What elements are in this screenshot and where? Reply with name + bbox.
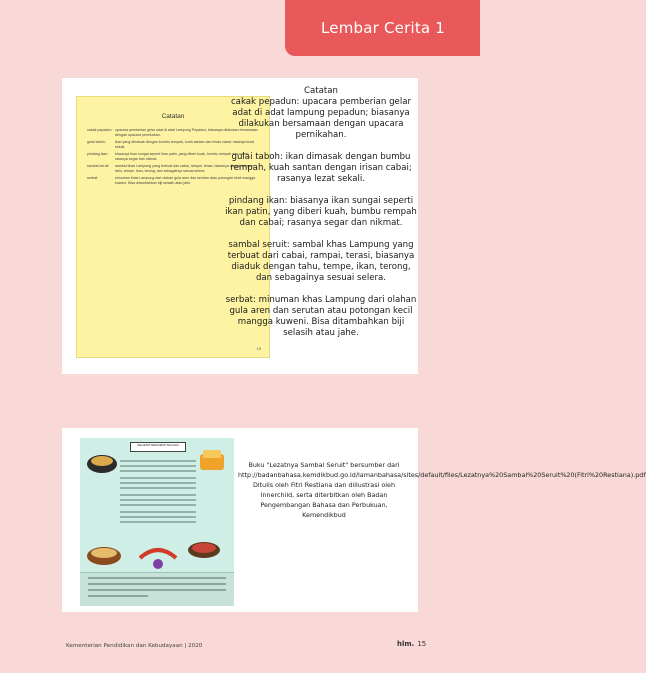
glossary-entry: serbat: minuman khas Lampung dari olahan gula aren dan serutan atau potongan kecil mangga kuweni. Bisa ditambahkan biji selasih atau jahe. [87,176,256,185]
note-paragraph: gulai taboh: ikan dimasak dengan bumbu rempah, kuah santan dengan irisan cabai; rasanya lezat sekali. [230,152,412,184]
note-paragraph: cakak pepadun: upacara pemberian gelar adat di adat lampung pepadun; biasanya dilakukan bersamaan dengan upacara pernikahan. [230,97,412,140]
footer-page-value: 15 [417,640,427,648]
book-reference-text: Buku "Lezatnya Sambal Seruit" bersumber dari http://badanbahasa.kemdikbud.go.id/lamanbahasa/sites/default/files/Lezatnya%20Sambal%20Seruit%20(Fitri%20Restiana).pdf Ditulis oleh Fitri Restiana dan diilustrasi oleh Innerchild, serta diterbitkan oleh Badan Pengembangan Bahasa dan Perbukuan, Kemendikbud [238,461,646,519]
footer-publisher: Kementerian Pendidikan dan Kebudayaan | 2020 [66,643,203,649]
glossary-page-number: 15 [256,346,261,351]
book-cover-image [80,438,234,606]
book-cover-label: SELAMAT MENIKMATI BACAAN [130,442,186,452]
book-cover-footer [80,572,234,606]
reference-card [62,428,646,612]
note-paragraph: sambal seruit: sambal khas Lampung yang terbuat dari cabai, rampai, terasi, biasanya diaduk dengan tahu, tempe, ikan, terong, dan sebagainya sesuai selera. [227,240,415,283]
glossary-entry: gulai taboh: ikan yang dimasak dengan bumbu rempah, kuah santan dan irisan cabai; rasanya lezat sekali. [87,140,255,149]
footer-page-number [397,640,426,648]
note-text [224,86,418,350]
note-paragraph: serbat: minuman khas Lampung dari olahan gula aren dan serutan atau potongan kecil mangga kuweni. Bisa ditambahkan biji selasih atau jahe. [225,295,417,338]
glossary-entry: sambal seruit: sambal khas Lampung yang terbuat dari cabai, rampai, terasi, biasanya diaduk dengan tahu, tempe, ikan, terong, dan sebagainya sesuai selera. [87,164,254,173]
note-title: Catatan [304,86,338,96]
section-header-tab [285,0,480,56]
book-cover-text-lines [120,460,196,526]
note-paragraph: pindang ikan: biasanya ikan sungai seperti ikan patin, yang diberi kuah, bumbu rempah dan cabai; rasanya segar dan nikmat. [225,196,417,228]
glossary-card [62,78,418,374]
glossary-entry: pindang ikan: biasanya ikan sungai seperti ikan patin, yang diberi kuah, bumbu rempah dan cabai; rasanya segar dan nikmat. [87,152,249,161]
glossary-entry: cakak pepadun: upacara pemberian gelar adat di adat Lampung Pepadun; biasanya dilakukan bersamaan dengan upacara pernikahan. [87,128,258,137]
section-title: Lembar Cerita 1 [321,19,446,37]
footer-page-label: hlm. [397,640,415,648]
glossary-page-title: Catatan [161,113,185,120]
